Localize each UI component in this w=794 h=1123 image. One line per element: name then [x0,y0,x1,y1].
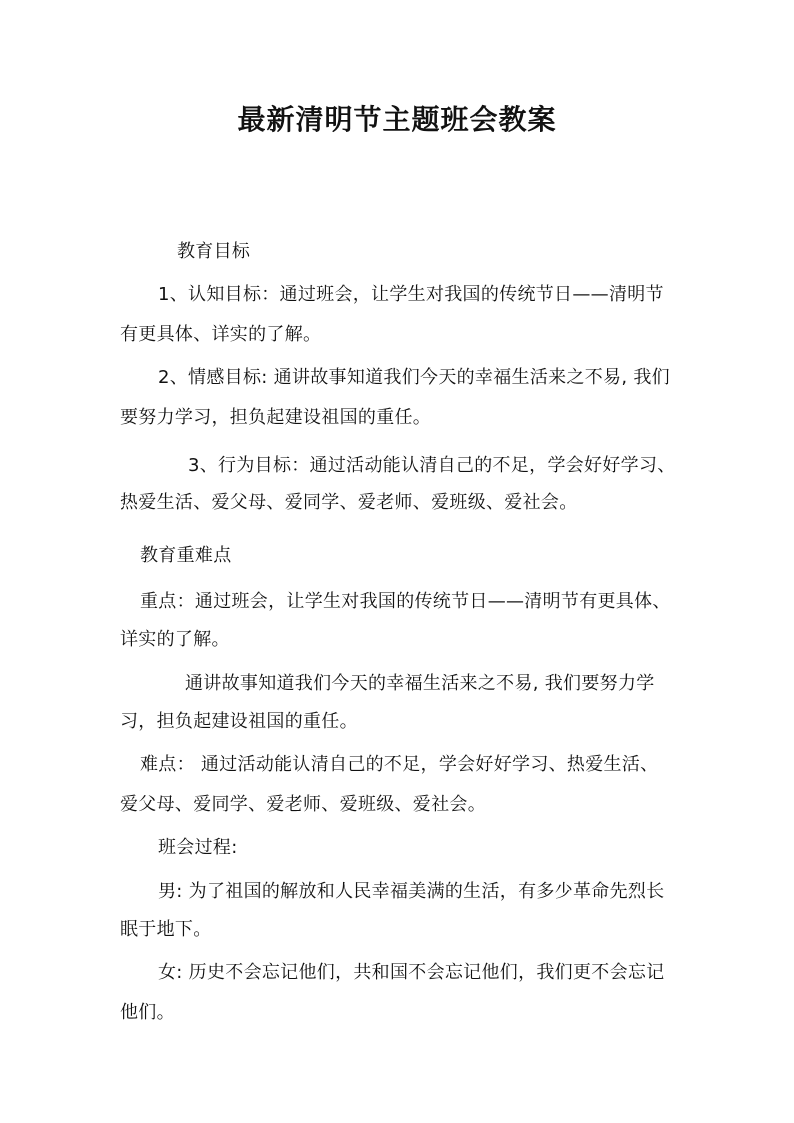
section-heading-goals: 教育目标 [177,241,251,262]
paragraph-line: 有更具体、详实的了解。 [120,324,322,345]
paragraph-line: 女: 历史不会忘记他们，共和国不会忘记他们，我们更不会忘记 [158,962,665,983]
paragraph-line: 男: 为了祖国的解放和人民幸福美满的生活，有多少革命先烈长 [158,881,665,902]
paragraph-line: 3、行为目标：通过活动能认清自己的不足，学会好好学习、 [188,455,676,476]
document-title: 最新清明节主题班会教案 [237,103,557,136]
paragraph-line: 热爱生活、爱父母、爱同学、爱老师、爱班级、爱社会。 [120,492,578,513]
paragraph-line: 通讲故事知道我们今天的幸福生活来之不易, 我们要努力学 [185,673,655,694]
paragraph-line: 2、情感目标: 通讲故事知道我们今天的幸福生活来之不易, 我们 [158,367,670,388]
paragraph-line: 难点： 通过活动能认清自己的不足，学会好好学习、热爱生活、 [140,754,659,775]
section-heading-key-points: 教育重难点 [140,545,232,566]
paragraph-line: 爱父母、爱同学、爱老师、爱班级、爱社会。 [120,794,486,815]
paragraph-line: 习，担负起建设祖国的重任。 [120,711,358,732]
paragraph-line: 他们。 [120,1002,175,1023]
paragraph-line: 重点：通过班会，让学生对我国的传统节日——清明节有更具体、 [140,591,671,612]
paragraph-line: 要努力学习，担负起建设祖国的重任。 [120,407,432,428]
paragraph-line: 1、认知目标：通过班会，让学生对我国的传统节日——清明节 [158,284,664,305]
section-heading-process: 班会过程: [158,837,238,858]
paragraph-line: 眠于地下。 [120,919,212,940]
paragraph-line: 详实的了解。 [120,629,230,650]
